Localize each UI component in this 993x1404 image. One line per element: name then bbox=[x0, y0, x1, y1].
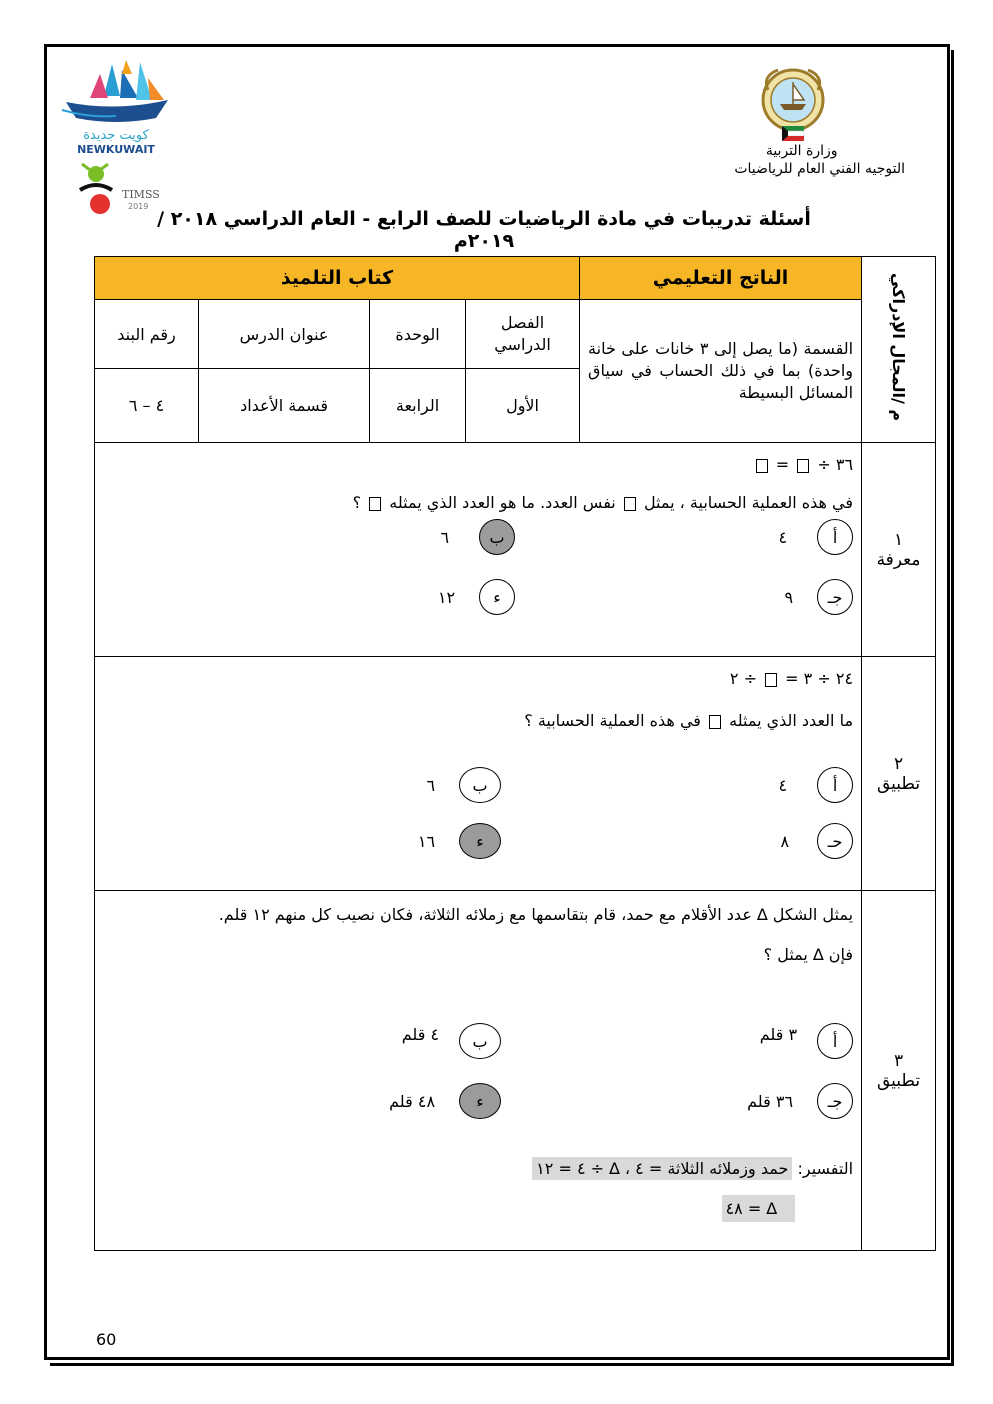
q3-explain-label: التفسير: bbox=[797, 1159, 854, 1178]
q3-option-c-value: ٣٦ قلم bbox=[747, 1091, 794, 1111]
q3-option-c-circle[interactable]: جـ bbox=[817, 1083, 853, 1119]
q2-box-icon-2 bbox=[709, 715, 721, 729]
q2-eq-left: ٢٤ ÷ ٣ = bbox=[785, 669, 854, 688]
q1-option-d[interactable] bbox=[438, 579, 515, 615]
q3-text-line1: يمثل الشكل ∆ عدد الأقلام مع حمد، قام بتقاسمها مع زملائه الثلاثة، فكان نصيب كل منهم ١٢ قلم. bbox=[218, 905, 854, 924]
q3-explain-line1: حمد وزملائه الثلاثة = ٤ ، ∆ ÷ ٤ = ١٢ bbox=[532, 1157, 792, 1180]
q2-option-c-value: ٨ bbox=[780, 831, 790, 851]
q1-option-a-value: ٤ bbox=[778, 527, 788, 547]
q3-option-a[interactable] bbox=[760, 1023, 853, 1059]
q3-text-line2: فإن ∆ يمثل ؟ bbox=[763, 945, 854, 964]
q2-option-a-circle[interactable]: أ bbox=[817, 767, 853, 803]
q1-box-icon-4 bbox=[369, 497, 381, 511]
q1-equation bbox=[753, 455, 853, 474]
q1-text-c: ؟ bbox=[352, 493, 362, 512]
q2-number: ٢ bbox=[893, 753, 904, 774]
val-semester: الأول bbox=[466, 369, 580, 443]
q1-option-c-value: ٩ bbox=[784, 587, 794, 607]
ministry-heading bbox=[734, 142, 905, 178]
q3-domain-cell bbox=[862, 891, 936, 1251]
q2-option-b[interactable] bbox=[426, 767, 501, 803]
timss-mark-icon bbox=[78, 160, 128, 216]
questions-table bbox=[94, 256, 936, 1251]
q1-option-a[interactable] bbox=[778, 519, 853, 555]
q2-option-c-circle[interactable]: حـ bbox=[817, 823, 853, 859]
q3-option-b-circle[interactable]: ب bbox=[459, 1023, 501, 1059]
outcome-text: القسمة (ما يصل إلى ٣ خانات على خانة واحدة) بما في ذلك الحساب في سياق المسائل البسيطة bbox=[588, 339, 854, 402]
q2-option-d[interactable] bbox=[418, 823, 501, 859]
q3-explain-line2-wrap bbox=[722, 1199, 795, 1218]
q3-option-d-value: ٤٨ قلم bbox=[389, 1091, 436, 1111]
q1-option-b-value: ٦ bbox=[440, 527, 450, 547]
q1-option-d-circle[interactable]: ء bbox=[479, 579, 515, 615]
q1-text bbox=[353, 493, 853, 512]
q2-option-a[interactable] bbox=[778, 767, 853, 803]
col-lesson: عنوان الدرس bbox=[199, 300, 370, 369]
q2-eq-right: ÷ ٢ bbox=[729, 669, 757, 688]
q3-content bbox=[95, 891, 862, 1251]
ministry-line1: وزارة التربية bbox=[765, 143, 838, 159]
q2-text bbox=[524, 711, 853, 730]
col-unit: الوحدة bbox=[370, 300, 466, 369]
q2-domain: تطبيق bbox=[876, 773, 921, 794]
q2-option-b-circle[interactable]: ب bbox=[459, 767, 501, 803]
q1-option-b[interactable] bbox=[440, 519, 515, 555]
q1-domain-cell bbox=[862, 443, 936, 657]
q2-option-d-value: ١٦ bbox=[417, 831, 436, 851]
timss-text: TIMSS bbox=[122, 188, 160, 201]
newkuwait-ship-icon bbox=[60, 60, 172, 128]
newkuwait-english-text: NEWKUWAIT bbox=[77, 143, 155, 156]
q3-option-a-circle[interactable]: أ bbox=[817, 1023, 853, 1059]
q1-option-b-circle[interactable]: ب bbox=[479, 519, 515, 555]
q1-option-c[interactable] bbox=[784, 579, 853, 615]
kuwait-emblem bbox=[758, 60, 828, 146]
domain-header: م /المجال الإدراكي bbox=[889, 272, 909, 422]
q1-text-a: في هذه العملية الحسابية ، يمثل bbox=[643, 493, 854, 512]
col-item: رقم البند bbox=[95, 300, 199, 369]
q2-option-c[interactable] bbox=[780, 823, 853, 859]
q2-text-b: في هذه العملية الحسابية ؟ bbox=[524, 711, 701, 730]
domain-header-cell bbox=[862, 257, 936, 443]
q3-option-c[interactable] bbox=[747, 1083, 853, 1119]
q2-option-d-circle[interactable]: ء bbox=[459, 823, 501, 859]
q3-number: ٣ bbox=[893, 1050, 904, 1071]
ministry-line2: التوجيه الفني العام للرياضيات bbox=[734, 161, 905, 177]
q3-option-a-value: ٣ قلم bbox=[759, 1024, 798, 1044]
q1-eq-mid: = bbox=[775, 455, 790, 474]
q1-number: ١ bbox=[893, 529, 904, 550]
q2-box-icon bbox=[765, 673, 777, 687]
q1-box-icon-2 bbox=[756, 459, 768, 473]
q1-option-d-value: ١٢ bbox=[437, 587, 456, 607]
q1-eq-left: ٣٦ ÷ bbox=[817, 455, 854, 474]
q1-text-b: نفس العدد. ما هو العدد الذي يمثله bbox=[389, 493, 616, 512]
q2-option-a-value: ٤ bbox=[778, 775, 788, 795]
q1-domain: معرفة bbox=[876, 549, 921, 570]
newkuwait-arabic-text: كويت جديدة bbox=[83, 128, 149, 143]
page-number: 60 bbox=[96, 1330, 117, 1349]
q3-option-b-value: ٤ قلم bbox=[401, 1024, 440, 1044]
q3-explanation bbox=[532, 1159, 853, 1178]
q2-content bbox=[95, 657, 862, 891]
q1-box-icon-3 bbox=[624, 497, 636, 511]
val-item: ٤ – ٦ bbox=[95, 369, 199, 443]
val-unit: الرابعة bbox=[370, 369, 466, 443]
kuwait-emblem-icon bbox=[758, 60, 828, 146]
val-lesson: قسمة الأعداد bbox=[199, 369, 370, 443]
q3-option-d[interactable] bbox=[389, 1083, 501, 1119]
q3-option-b[interactable] bbox=[402, 1023, 501, 1059]
q3-domain: تطبيق bbox=[876, 1070, 921, 1091]
q1-option-c-circle[interactable]: جـ bbox=[817, 579, 853, 615]
col-semester-label: الفصل الدراسي bbox=[494, 313, 551, 354]
timss-year: 2019 bbox=[128, 202, 149, 211]
q2-option-b-value: ٦ bbox=[426, 775, 436, 795]
q2-text-a: ما العدد الذي يمثله bbox=[729, 711, 854, 730]
q2-domain-cell bbox=[862, 657, 936, 891]
q3-explain-line2: ∆ = ٤٨ bbox=[722, 1195, 795, 1222]
q1-box-icon bbox=[797, 459, 809, 473]
page-title: أسئلة تدريبات في مادة الرياضيات للصف الرابع - العام الدراسي ٢٠١٨ / ٢٠١٩م bbox=[157, 208, 811, 252]
newkuwait-logo bbox=[60, 60, 172, 156]
q1-content bbox=[95, 443, 862, 657]
book-header: كتاب التلميذ bbox=[95, 257, 580, 300]
col-semester bbox=[466, 300, 580, 369]
q1-option-a-circle[interactable]: أ bbox=[817, 519, 853, 555]
q2-equation bbox=[730, 669, 853, 688]
q3-option-d-circle[interactable]: ء bbox=[459, 1083, 501, 1119]
outcome-cell bbox=[580, 300, 862, 443]
outcome-header: الناتج التعليمي bbox=[580, 257, 862, 300]
